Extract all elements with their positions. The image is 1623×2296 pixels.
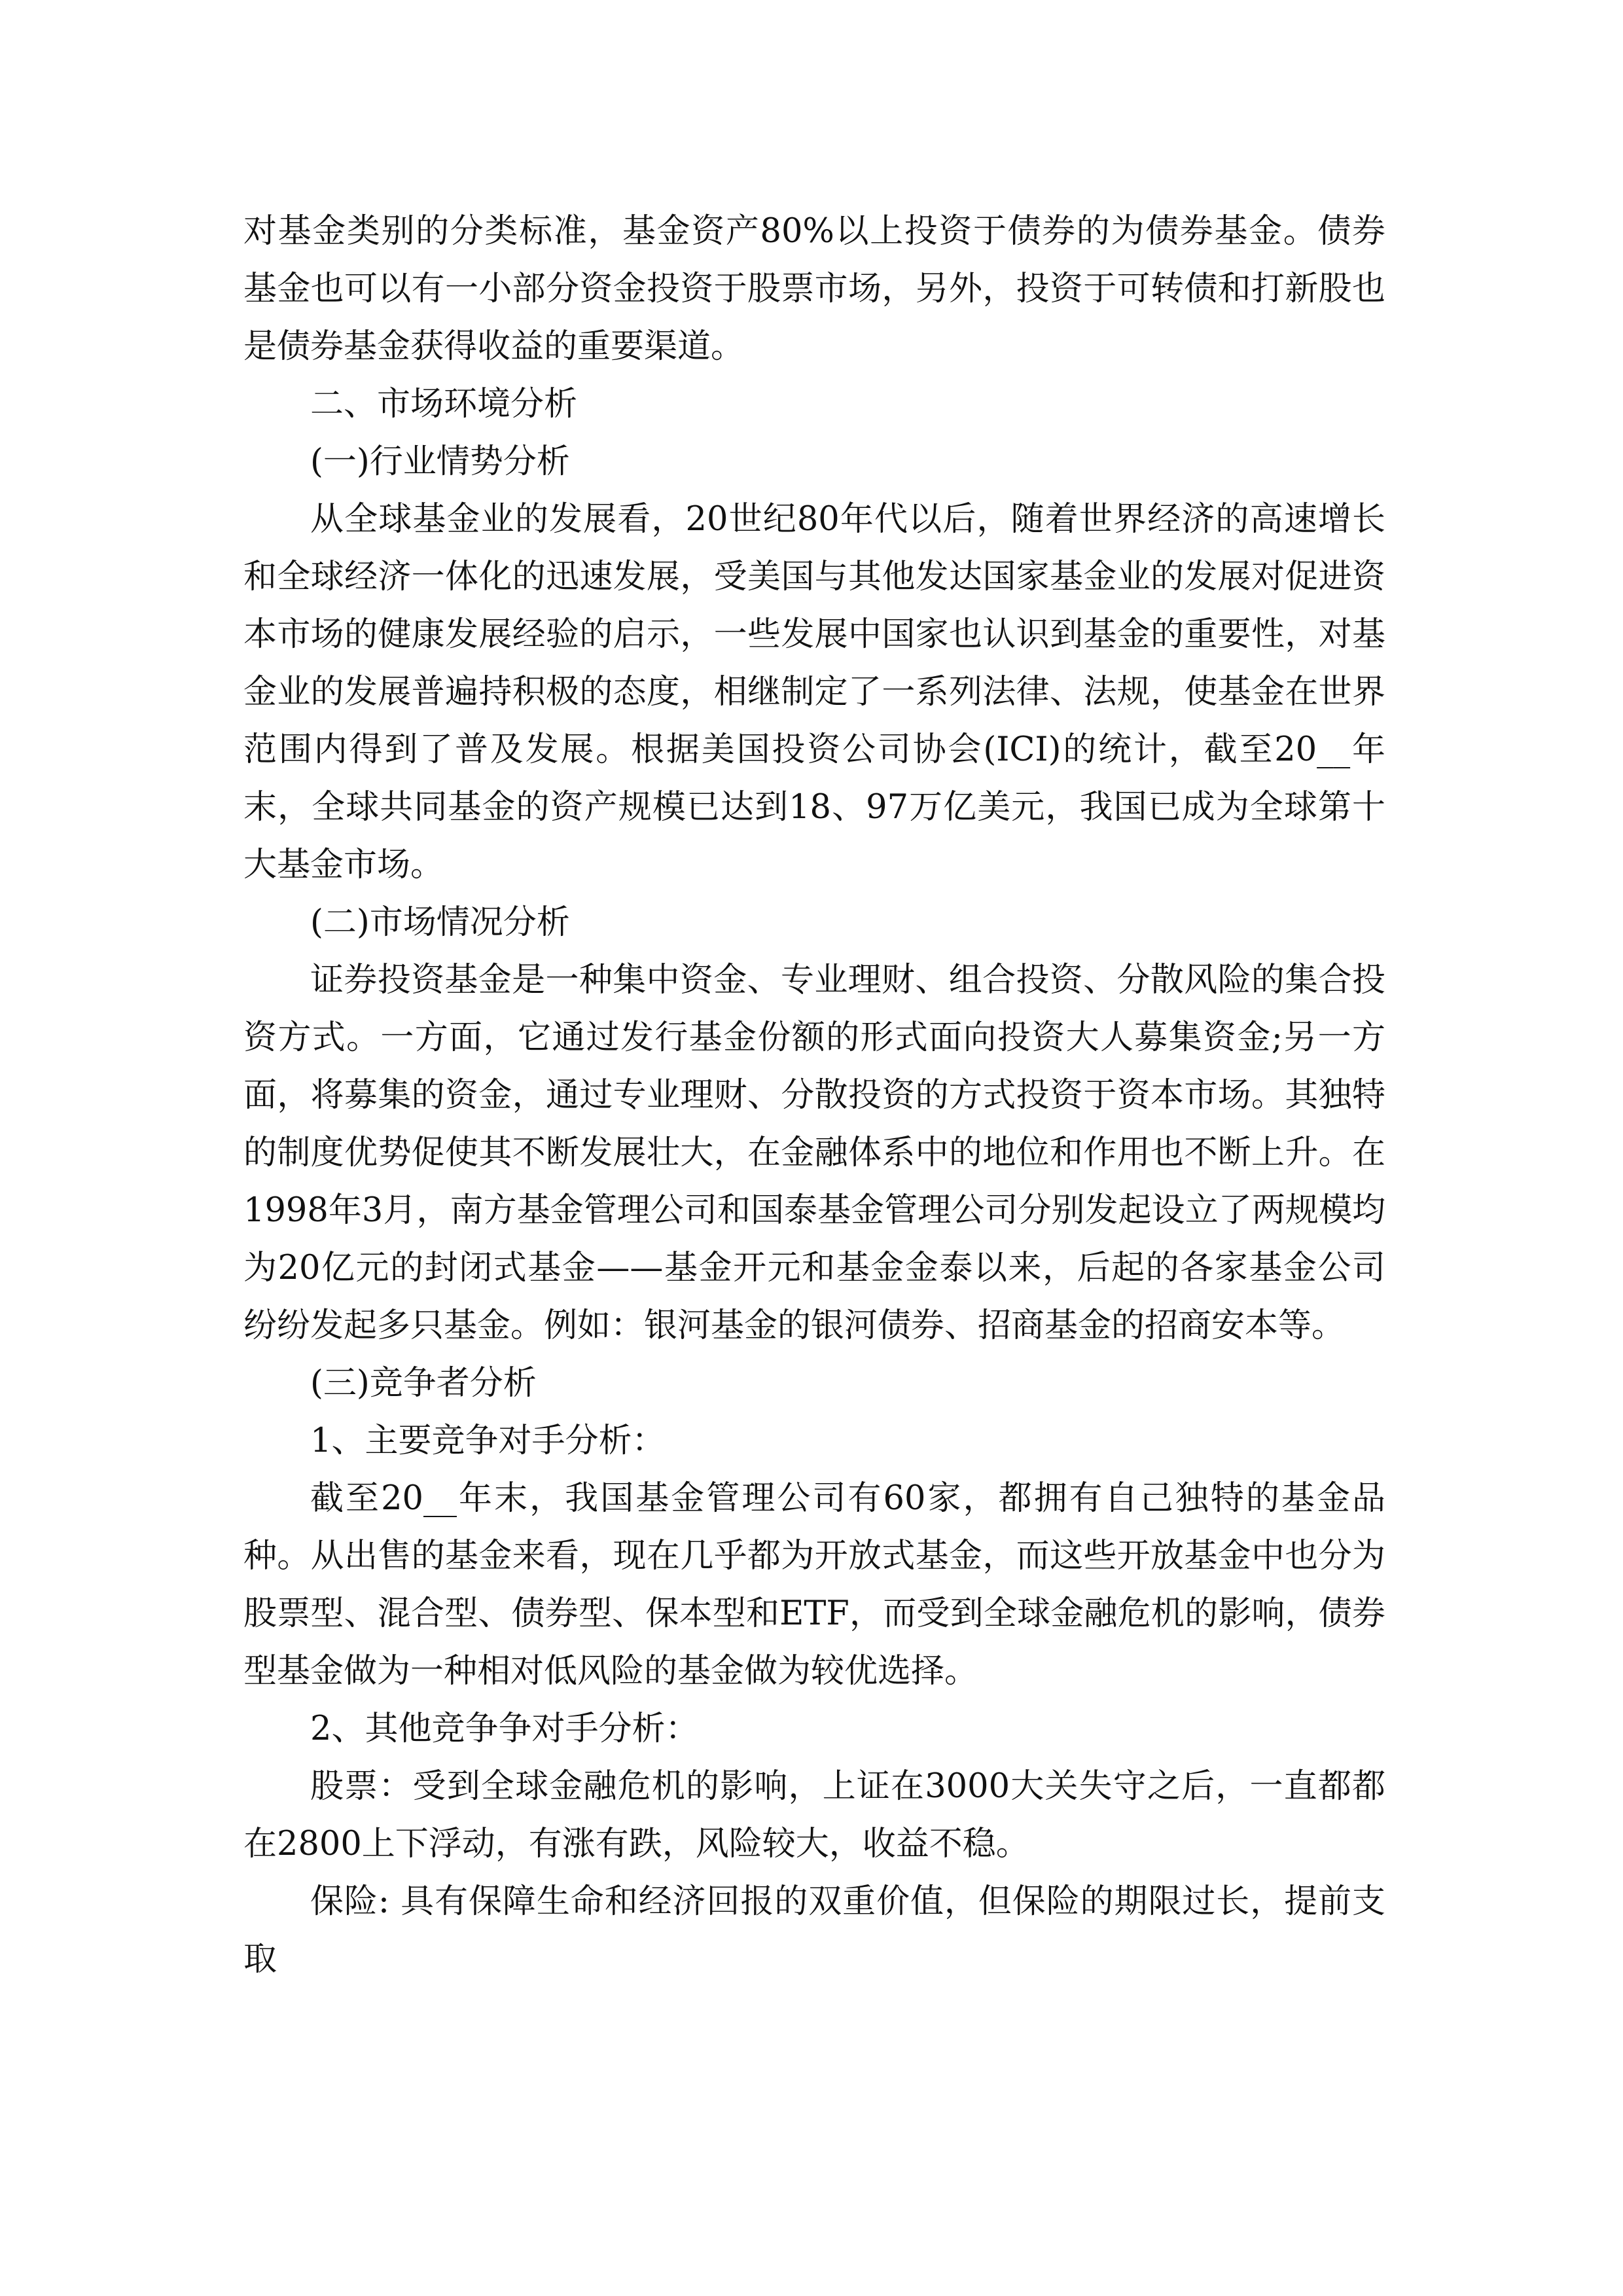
item-heading-other-competitors: 2、其他竞争争对手分析： (310, 1710, 699, 1748)
section-heading-market-environment: 二、市场环境分析 (310, 385, 578, 423)
subsection-heading-market-situation: (二)市场情况分析 (310, 903, 570, 942)
paragraph-market-situation: 证券投资基金是一种集中资金、专业理财、组合投资、分散风险的集合投资方式。一方面，它通过发行基金份额的形式面向投资大人募集资金;另一方面，将募集的资金，通过专业理财、分散投资的方式投资于资本市场。其独特的制度优势促使其不断发展壮大，在金融体系中的地位和作用也不断上升。在1998年3月，南方基金管理公司和国泰基金管理公司分别发起设立了两规模均为20亿元的封闭式基金——基金开元和基金金泰以来，后起的各家基金公司纷纷发起多只基金。例如：银河基金的银河债券、招商基金的招商安本等。 (243, 961, 1385, 1345)
paragraph-main-competitors: 截至20__年末，我国基金管理公司有60家，都拥有自己独特的基金品种。从出售的基金来看，现在几乎都为开放式基金，而这些开放基金中也分为股票型、混合型、债券型、保本型和ETF，而受到全球金融危机的影响，债券型基金做为一种相对低风险的基金做为较优选择。 (243, 1479, 1385, 1691)
subsection-heading-industry-situation: (一)行业情势分析 (310, 442, 570, 481)
subsection-heading-competitor-analysis: (三)竞争者分析 (310, 1364, 537, 1403)
document-body (243, 203, 1385, 1988)
paragraph-intro: 对基金类别的分类标准，基金资产80%以上投资于债券的为债券基金。债券基金也可以有一小部分资金投资于股票市场，另外，投资于可转债和打新股也是债券基金获得收益的重要渠道。 (243, 212, 1385, 366)
paragraph-industry-situation: 从全球基金业的发展看，20世纪80年代以后，随着世界经济的高速增长和全球经济一体化的迅速发展，受美国与其他发达国家基金业的发展对促进资本市场的健康发展经验的启示，一些发展中国家也认识到基金的重要性，对基金业的发展普遍持积极的态度，相继制定了一系列法律、法规，使基金在世界范围内得到了普及发展。根据美国投资公司协会(ICI)的统计，截至20__年末，全球共同基金的资产规模已达到18、97万亿美元，我国已成为全球第十大基金市场。 (243, 500, 1385, 884)
paragraph-stocks: 股票：受到全球金融危机的影响，上证在3000大关失守之后，一直都都在2800上下浮动，有涨有跌，风险较大，收益不稳。 (243, 1767, 1385, 1863)
item-heading-main-competitors: 1、主要竞争对手分析： (310, 1422, 666, 1460)
paragraph-insurance: 保险: 具有保障生命和经济回报的双重价值，但保险的期限过长，提前支取 (243, 1882, 1385, 1979)
